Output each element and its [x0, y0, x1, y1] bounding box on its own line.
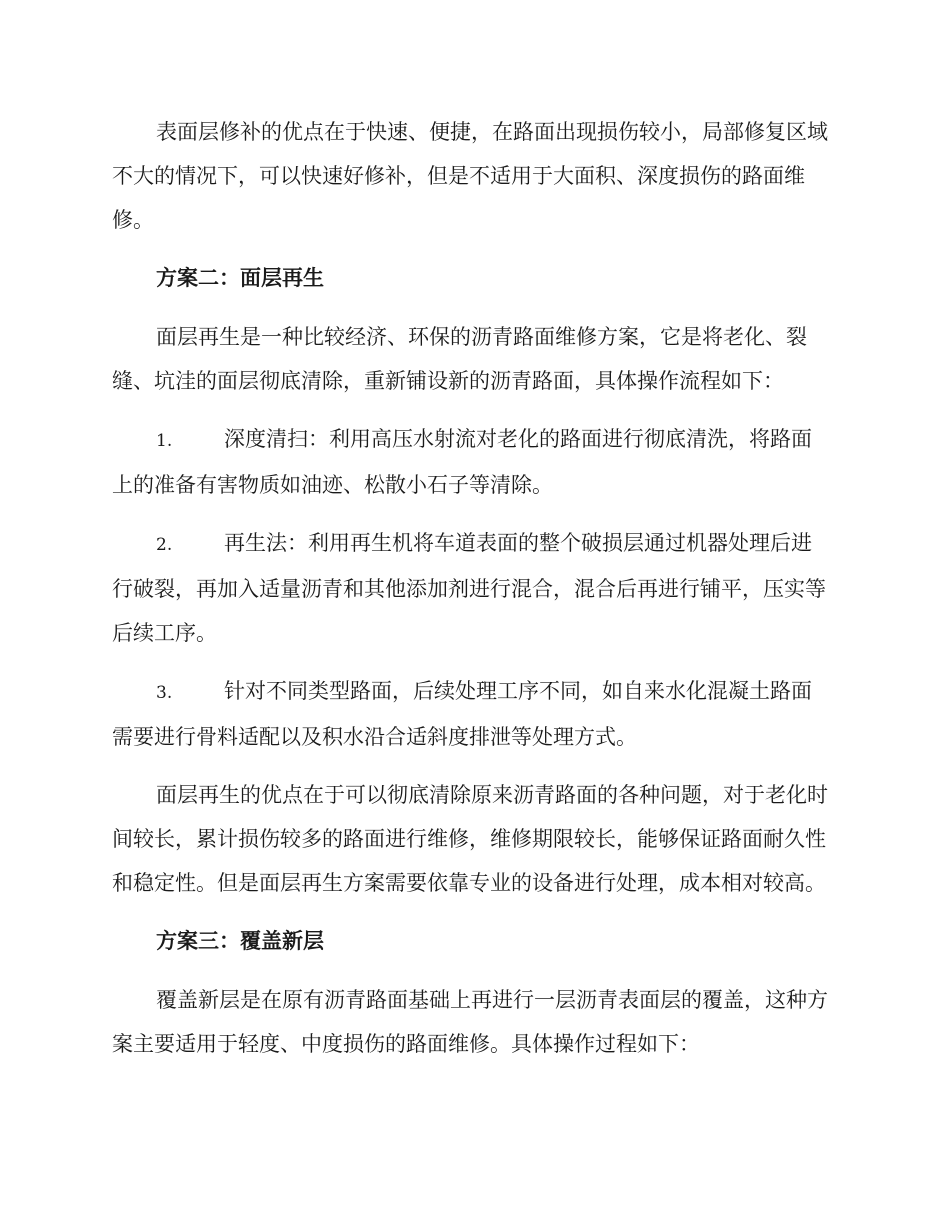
document-page [112, 110, 832, 1066]
list-item-2 [112, 521, 832, 655]
list-item-1 [112, 417, 832, 507]
list-number: 1. [156, 431, 173, 451]
paragraph-surface-repair-advantages: 表面层修补的优点在于快速、便捷，在路面出现损伤较小，局部修复区域不大的情况下，可以快速好修补，但是不适用于大面积、深度损伤的路面维修。 [112, 120, 828, 232]
heading-plan-three: 方案三：覆盖新层 [156, 929, 324, 953]
paragraph-resurfacing-intro: 面层再生是一种比较经济、环保的沥青路面维修方案，它是将老化、裂缝、坑洼的面层彻底清除，重新铺设新的沥青路面，具体操作流程如下： [112, 325, 807, 393]
list-item-3 [112, 669, 832, 759]
list-item-text: 再生法：利用再生机将车道表面的整个破损层通过机器处理后进行破裂，再加入适量沥青和其他添加剂进行混合，混合后再进行铺平，压实等后续工序。 [112, 531, 826, 645]
list-number: 2. [156, 535, 173, 555]
list-item-text: 针对不同类型路面，后续处理工序不同，如自来水化混凝土路面需要进行骨料适配以及积水沿合适斜度排泄等处理方式。 [112, 679, 812, 749]
heading-plan-two: 方案二：面层再生 [156, 266, 324, 290]
list-number: 3. [156, 683, 173, 703]
paragraph-resurfacing-advantages: 面层再生的优点在于可以彻底清除原来沥青路面的各种问题，对于老化时间较长，累计损伤较多的路面进行维修，维修期限较长，能够保证路面耐久性和稳定性。但是面层再生方案需要依靠专业的设备进行处理，成本相对较高。 [112, 783, 828, 895]
paragraph-overlay-intro: 覆盖新层是在原有沥青路面基础上再进行一层沥青表面层的覆盖，这种方案主要适用于轻度、中度损伤的路面维修。具体操作过程如下： [112, 988, 828, 1056]
list-item-text: 深度清扫：利用高压水射流对老化的路面进行彻底清洗，将路面上的准备有害物质如油迹、松散小石子等清除。 [112, 427, 812, 497]
